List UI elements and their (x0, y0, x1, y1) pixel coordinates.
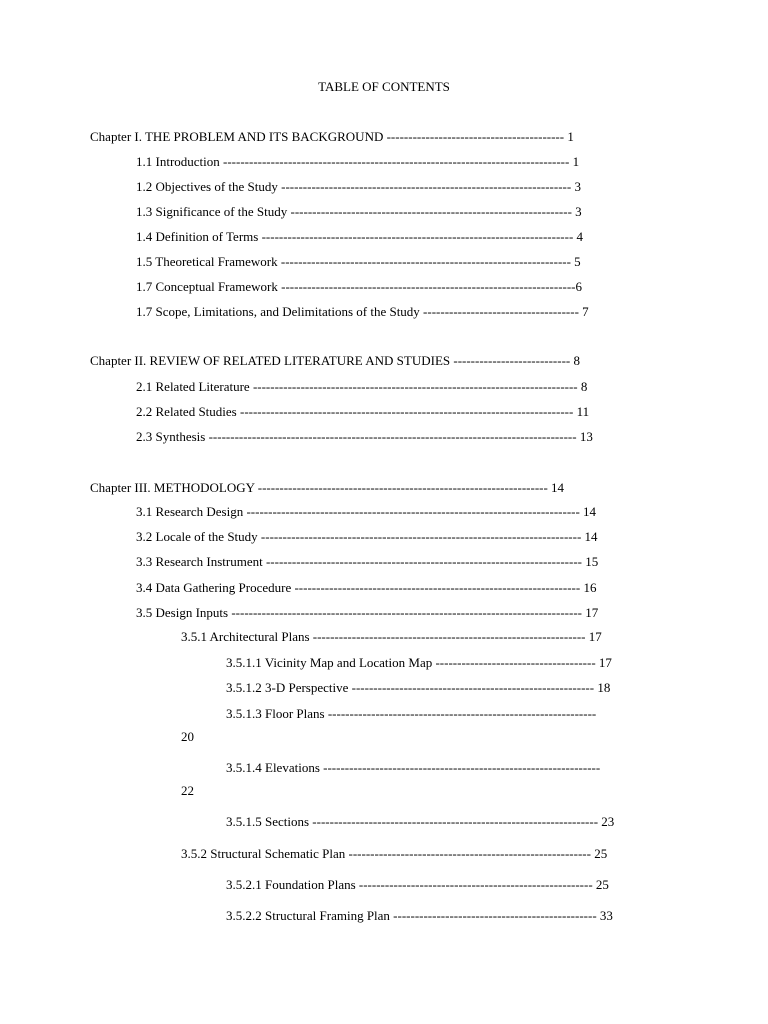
toc-entry-3-5-1-3-page: 20 (181, 729, 194, 744)
toc-entry-2-3: 2.3 Synthesis ------------------------------------------------------------------------------------- 13 (136, 429, 593, 444)
toc-entry-1-7: 1.7 Scope, Limitations, and Delimitations of the Study ------------------------------------ 7 (136, 304, 589, 319)
toc-entry-3-1: 3.1 Research Design ----------------------------------------------------------------------------- 14 (136, 504, 597, 519)
toc-entry-1-1: 1.1 Introduction -------------------------------------------------------------------------------- 1 (136, 154, 580, 169)
toc-entry-1-3: 1.3 Significance of the Study ----------------------------------------------------------------- 3 (136, 204, 582, 219)
toc-chapter-2: Chapter II. REVIEW OF RELATED LITERATURE AND STUDIES --------------------------- 8 (90, 353, 580, 368)
toc-entry-3-5-1-2: 3.5.1.2 3-D Perspective -------------------------------------------------------- 18 (226, 680, 611, 695)
toc-entry-1-2: 1.2 Objectives of the Study ------------------------------------------------------------------- 3 (136, 179, 581, 194)
toc-entry-1-4: 1.4 Definition of Terms ------------------------------------------------------------------------ 4 (136, 229, 584, 244)
toc-entry-3-5-1-3: 3.5.1.3 Floor Plans -------------------------------------------------------------- (226, 706, 597, 721)
toc-chapter-1: Chapter I. THE PROBLEM AND ITS BACKGROUND ----------------------------------------- 1 (90, 129, 574, 144)
toc-entry-3-5-1-4-page: 22 (181, 783, 194, 798)
toc-entry-3-5-2-1: 3.5.2.1 Foundation Plans ------------------------------------------------------ 25 (226, 877, 609, 892)
toc-entry-3-5: 3.5 Design Inputs --------------------------------------------------------------------------------- 17 (136, 605, 599, 620)
toc-entry-1-6: 1.7 Conceptual Framework --------------------------------------------------------------------6 (136, 279, 583, 294)
toc-entry-3-2: 3.2 Locale of the Study -------------------------------------------------------------------------- 14 (136, 529, 598, 544)
toc-title: TABLE OF CONTENTS (318, 79, 450, 94)
toc-entry-2-1: 2.1 Related Literature --------------------------------------------------------------------------- 8 (136, 379, 588, 394)
toc-entry-3-5-1: 3.5.1 Architectural Plans --------------------------------------------------------------- 17 (181, 629, 602, 644)
toc-entry-3-4: 3.4 Data Gathering Procedure ------------------------------------------------------------------ 16 (136, 580, 597, 595)
toc-entry-2-2: 2.2 Related Studies ----------------------------------------------------------------------------- 11 (136, 404, 590, 419)
toc-entry-3-5-2: 3.5.2 Structural Schematic Plan -------------------------------------------------------- 25 (181, 846, 608, 861)
toc-entry-3-5-1-1: 3.5.1.1 Vicinity Map and Location Map ------------------------------------- 17 (226, 655, 612, 670)
toc-entry-1-5: 1.5 Theoretical Framework ------------------------------------------------------------------- 5 (136, 254, 581, 269)
toc-entry-3-3: 3.3 Research Instrument ------------------------------------------------------------------------- 15 (136, 554, 599, 569)
toc-entry-3-5-1-4: 3.5.1.4 Elevations ---------------------------------------------------------------- (226, 760, 601, 775)
toc-entry-3-5-2-2: 3.5.2.2 Structural Framing Plan ----------------------------------------------- 33 (226, 908, 613, 923)
toc-entry-3-5-1-5: 3.5.1.5 Sections ------------------------------------------------------------------ 23 (226, 814, 615, 829)
toc-chapter-3: Chapter III. METHODOLOGY ------------------------------------------------------------------- 14 (90, 480, 565, 495)
